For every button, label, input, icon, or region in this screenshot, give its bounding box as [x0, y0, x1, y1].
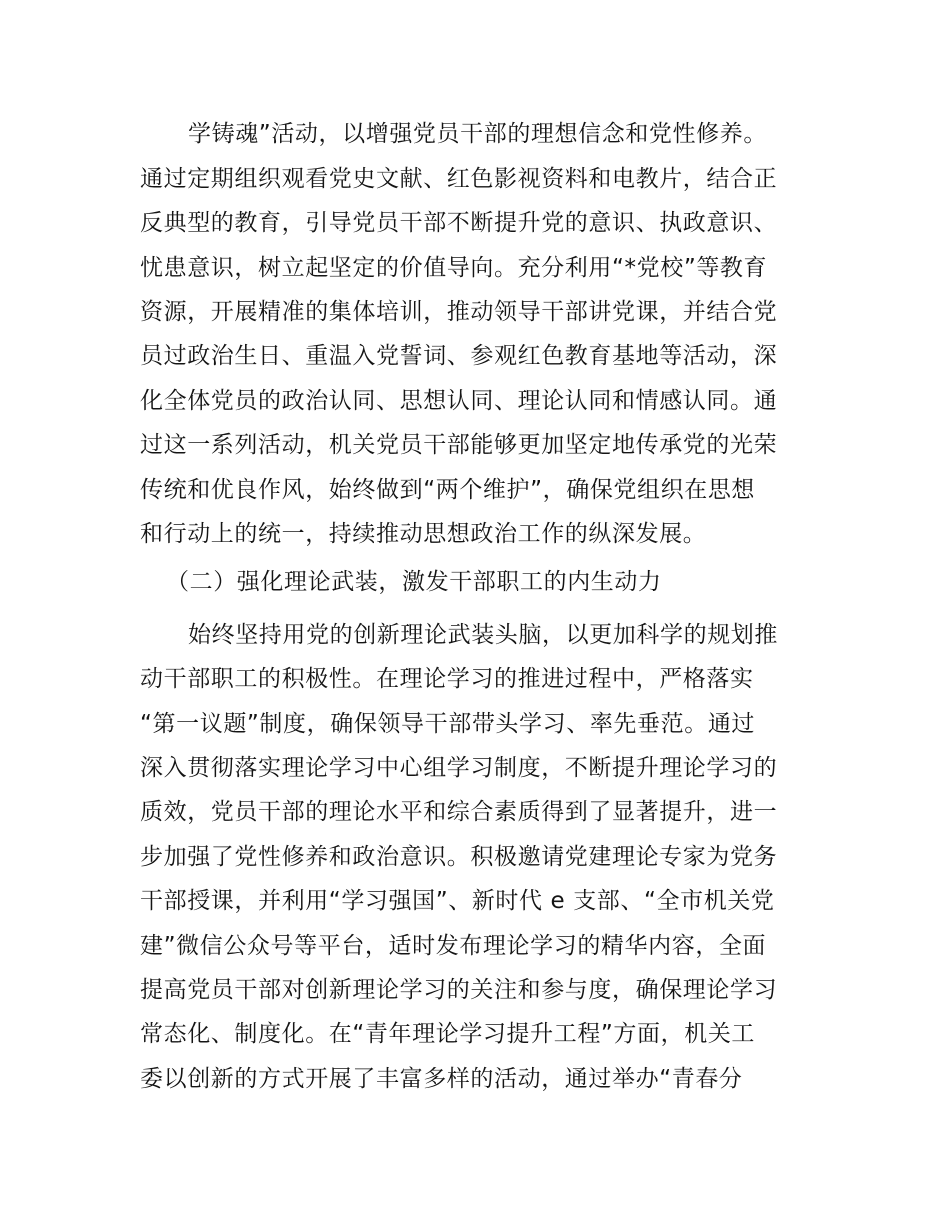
paragraph-2-line-4: 深入贯彻落实理论学习中心组学习制度，不断提升理论学习的	[140, 755, 778, 781]
paragraph-2-line-6: 步加强了党性修养和政治意识。积极邀请党建理论专家为党务	[140, 844, 778, 870]
paragraph-2-line-9: 提高党员干部对创新理论学习的关注和参与度，确保理论学习	[140, 977, 778, 1003]
paragraph-1-line-2: 通过定期组织观看党史文献、红色影视资料和电教片，结合正	[140, 166, 778, 192]
paragraph-2-line-5: 质效，党员干部的理论水平和综合素质得到了显著提升，进一	[140, 799, 778, 825]
paragraph-1-line-7: 化全体党员的政治认同、思想认同、理论认同和情感认同。通	[140, 388, 778, 414]
paragraph-1-line-4: 忧患意识，树立起坚定的价值导向。充分利用“*党校”等教育	[140, 255, 768, 281]
paragraph-1-line-10: 和行动上的统一，持续推动思想政治工作的纵深发展。	[140, 521, 707, 547]
paragraph-2-line-1: 始终坚持用党的创新理论武装头脑，以更加科学的规划推	[188, 622, 778, 648]
paragraph-2-line-8: 建”微信公众号等平台，适时发布理论学习的精华内容，全面	[140, 933, 767, 959]
paragraph-1-line-6: 员过政治生日、重温入党誓词、参观红色教育基地等活动，深	[140, 343, 778, 369]
paragraph-2-line-3: “第一议题”制度，确保领导干部带头学习、率先垂范。通过	[140, 711, 756, 737]
paragraph-1-line-3: 反典型的教育，引导党员干部不断提升党的意识、执政意识、	[140, 210, 778, 236]
paragraph-1-line-8: 过这一系列活动，机关党员干部能够更加坚定地传承党的光荣	[140, 432, 778, 458]
section-heading: （二）强化理论武装，激发干部职工的内生动力	[166, 569, 662, 595]
paragraph-1-line-5: 资源，开展精准的集体培训，推动领导干部讲党课，并结合党	[140, 299, 778, 325]
paragraph-2-line-11: 委以创新的方式开展了丰富多样的活动，通过举办“青春分	[140, 1066, 743, 1092]
paragraph-2-line-2: 动干部职工的积极性。在理论学习的推进过程中，严格落实	[140, 666, 754, 692]
paragraph-1-line-1: 学铸魂”活动，以增强党员干部的理想信念和党性修养。	[188, 121, 767, 147]
paragraph-1-line-9: 传统和优良作风，始终做到“两个维护”，确保党组织在思想	[140, 477, 756, 503]
paragraph-2-line-7: 干部授课，并利用“学习强国”、新时代 e 支部、“全市机关党	[140, 888, 775, 914]
paragraph-2-line-10: 常态化、制度化。在“青年理论学习提升工程”方面，机关工	[140, 1021, 756, 1047]
